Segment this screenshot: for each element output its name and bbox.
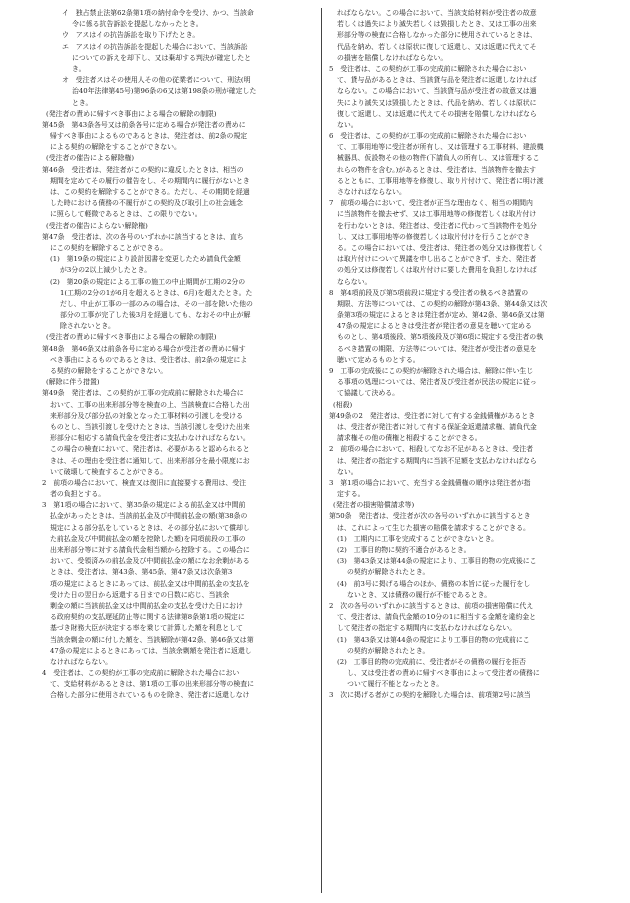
- text-line: (解除に伴う措置): [46, 378, 100, 387]
- text-line: (受注者の責めに帰すべき事由による場合の解除の制限): [46, 333, 217, 342]
- text-line: ればならない。この場合において、当該支給材料が受注者の故意: [337, 9, 537, 17]
- text-line: きは、その理由を受注者に通知して、出来形部分を最小限度にお: [50, 456, 250, 465]
- text-line: 項の規定によるときにあっては、前払金又は中間前払金の支払を: [50, 579, 250, 588]
- text-line: に照らして軽微であるときは、この限りでない。: [50, 210, 202, 219]
- right-column: [329, 8, 601, 702]
- text-line: て、受注者は、請負代金額の10分の1に相当する金額を違約金と: [337, 613, 537, 622]
- text-line: る事項の処理については、発注者及び受注者が民法の規定に従っ: [337, 378, 537, 387]
- text-line: ものとし、第4項後段、第5項後段及び第6項に規定する受注者の執: [337, 333, 544, 342]
- text-line: 受けた日の翌日から返還する日までの日数に応じ、当該余: [50, 590, 230, 599]
- text-line: る。この場合においては、受注者は、発注者の処分又は修復若しく: [337, 243, 544, 252]
- text-line: エ アスはイの抗告訴訟を提起した場合において、当該訴訟: [62, 42, 248, 51]
- text-line: て協議して決める。: [337, 389, 400, 398]
- text-line: なければならない。: [50, 657, 113, 666]
- text-line: 7 前項の場合において、受注者が正当な理由なく、相当の期間内: [329, 199, 533, 208]
- left-column: [42, 8, 314, 702]
- text-line: 47条の規定によるときは受注者が発注者の意見を聴いて定める: [337, 322, 532, 331]
- text-line: 6 受注者は、この契約が工事の完成前に解除された場合におい: [329, 132, 527, 141]
- text-line: 第48条 第46条又は前条各号に定める場合が受注者の責めに帰す: [42, 344, 246, 353]
- text-line: 者の負担とする。: [50, 490, 106, 499]
- text-line: ならない。この場合において、当該貸与品が受注者の故意又は過: [337, 87, 537, 96]
- text-line: 8 第4項前段及び第5項前段に規定する受注者の執るべき措置の: [329, 288, 529, 297]
- text-line: だし、中止が工事の一部のみの場合は、その一部を除いた他の: [60, 299, 253, 308]
- text-line: き。: [72, 64, 86, 73]
- text-line: れらの物件を含む。)があるときは、受注者は、当該物件を撤去す: [337, 165, 537, 174]
- text-line: 2 前項の場合において、検査又は復旧に直接要する費用は、受注: [42, 478, 247, 487]
- text-line: 部分の工事が完了した後3月を経過しても、なおその中止が解: [60, 311, 251, 320]
- text-line: 第46条 受注者は、発注者がこの契約に違反したときは、相当の: [42, 165, 244, 174]
- text-line: 当該余剰金の額に付した額を、当該解除が第42条、第46条又は第: [50, 635, 254, 644]
- text-line: 条第3項の規定によるときは発注者が定め、第42条、第46条又は第: [337, 311, 545, 320]
- text-line: るとともに、工事用地等を修復し、取り片付けて、発注者に明け渡: [337, 176, 544, 185]
- text-line: るべき措置の期限、方法等については、発注者が受注者の意見を: [337, 344, 537, 353]
- text-line: おいて、受領済みの前払金及び中間前払金の額になお余剰がある: [50, 557, 250, 566]
- text-line: 来形部分及び部分払の対象となった工事材料の引渡しを受ける: [50, 411, 243, 420]
- text-line: (2) 第20条の規定による工事の施工の中止期間が工期の2分の: [50, 277, 246, 286]
- text-line: (2) 工事目的物の完成前に、受注者がその債務の履行を拒否: [337, 657, 526, 666]
- text-line: ない。: [337, 467, 358, 476]
- text-line: は、この契約を解除することができる。ただし、その期間を経過: [50, 188, 250, 196]
- text-line: 払金があったときは、当該前払金及び中間前払金の額(第38条の: [50, 512, 248, 521]
- text-line: 47条の規定によるときにあっては、当該余剰額を発注者に返還し: [50, 646, 252, 655]
- text-line: は、受注者が発注者に対して有する保証金返還請求権、請負代金: [337, 422, 537, 431]
- text-line: 若しくは過失により滅失若しくは毀損したとき、又は工事の出来: [337, 20, 537, 29]
- text-line: (発注者の損害賠償請求等): [333, 501, 415, 510]
- text-line: は、これによって生じた損害の賠償を請求することができる。: [337, 523, 530, 532]
- text-line: 期限、方法等については、この契約の解除が第43条、第44条又は次: [337, 299, 548, 308]
- text-line: 第45条 第43条各号又は前条各号に定める場合が発注者の責めに: [42, 120, 246, 129]
- text-line: 第47条 受注者は、次の各号のいずれかに該当するときは、直ち: [42, 232, 244, 241]
- text-line: 請求権その他の債権と相殺することができる。: [337, 434, 482, 443]
- text-line: 9 工事の完成後にこの契約が解除された場合は、解除に伴い生じ: [329, 367, 534, 375]
- text-line: べき事由によるものであるときは、受注者は、前2条の規定によ: [50, 355, 248, 364]
- text-line: 失により滅失又は毀損したときは、代品を納め、若しくは原状に: [337, 98, 537, 107]
- text-line: 聴いて定めるものとする。: [337, 355, 420, 364]
- text-line: 2 前項の場合において、相殺してなお不足があるときは、受注者: [329, 445, 534, 454]
- text-line: 第50条 発注者は、受注者が次の各号のいずれかに該当するとき: [329, 512, 531, 521]
- text-line: は取片付けについて異議を申し出ることができず、また、発注者: [337, 255, 537, 264]
- text-line: 第49条の2 発注者は、受注者に対して有する金銭債権があるとき: [329, 411, 536, 420]
- text-line: る政府契約の支払遅延防止等に関する法律第8条第1項の規定に: [50, 613, 245, 622]
- text-line: ときは、受注者は、第43条、第45条、第47条又は次条第3: [50, 568, 233, 577]
- text-line: は、発注者の指定する期間内に当該不足額を支払わなければなら: [337, 456, 537, 465]
- text-line: 3 第1項の場合において、第35条の規定による前払金又は中間前: [42, 501, 246, 510]
- text-line: オ 受注者スはその使用人その他の従業者について、刑法(明: [62, 76, 251, 85]
- text-line: にこの契約を解除することができる。: [50, 243, 168, 252]
- text-line: の契約が解除されたとき。: [347, 646, 430, 655]
- text-line: (相殺): [333, 400, 353, 409]
- text-line: (発注者の責めに帰すべき事由による場合の解除の制限): [46, 109, 217, 118]
- text-line: 定する。: [337, 490, 365, 499]
- text-line: についての訴えを却下し、又は棄却する判決が確定したと: [72, 53, 252, 62]
- text-line: が3分の2以上減少したとき。: [60, 266, 152, 275]
- text-line: おいて、工事の出来形部分等を検査の上、当該検査に合格した出: [50, 400, 250, 409]
- text-line: 2 次の各号のいずれかに該当するときは、前項の損害賠償に代え: [329, 601, 534, 610]
- text-line: 除されないとき。: [60, 322, 115, 331]
- text-line: (受注者の催告による解除権): [46, 154, 135, 163]
- text-line: ないとき、又は債務の履行が不能であるとき。: [347, 590, 492, 599]
- text-line: した時における債務の不履行がこの契約及び取引上の社会通念: [50, 199, 243, 208]
- text-line: 形部分に相応する請負代金を受注者に支払わなければならない。: [50, 434, 250, 443]
- text-line: 5 受注者は、この契約が工事の完成前に解除された場合におい: [329, 64, 527, 73]
- text-line: この場合の検査において、発注者は、必要があると認められると: [50, 445, 250, 454]
- text-line: て、工事用地等に受注者が所有し、又は管理する工事材料、建設機: [337, 143, 544, 152]
- text-line: 剰金の額に当該前払金又は中間前払金の支払を受けた日におけ: [50, 601, 243, 610]
- text-line: ない。: [337, 120, 358, 129]
- text-line: 復して返還し、又は返還に代えてその損害を賠償しなければなら: [337, 109, 537, 118]
- text-line: の処分又は修復若しくは取片付けに要した費用を負担しなければ: [337, 266, 537, 275]
- text-line: (4) 前3号に掲げる場合のほか、債務の本旨に従った履行をし: [337, 579, 531, 588]
- text-line: とき。: [72, 98, 93, 107]
- text-line: いて破壊して検査することができる。: [50, 467, 168, 476]
- text-line: る契約の解除をすることができない。: [50, 367, 168, 375]
- text-line: た前払金及び中間前払金の額を控除した額)を同項前段の工事の: [50, 534, 246, 543]
- text-line: 1(工期の2分の1が6月を超えるときは、6月)を超えたとき。た: [60, 288, 253, 297]
- text-line: 規定による部分払をしているときは、その部分払において償却し: [50, 523, 250, 532]
- text-line: (2) 工事目的物に契約不適合があるとき。: [337, 546, 471, 554]
- text-line: 期間を定めてその履行の催告をし、その期間内に履行がないとき: [50, 176, 250, 185]
- text-line: 4 受注者は、この契約が工事の完成前に解除された場合におい: [42, 669, 240, 678]
- text-line: 3 次に掲げる者がこの契約を解除した場合は、前項第2号に該当: [329, 691, 531, 700]
- text-line: 治40年法律第45号)第96条の6又は第198条の刑が確定した: [72, 87, 257, 96]
- text-line: 3 第1項の場合において、充当する金銭債権の順序は発注者が指: [329, 478, 531, 487]
- text-line: 械器具、仮設物その他の物件(下請負人の所有し、又は管理するこ: [337, 154, 540, 163]
- text-line: し、又は受注者の責めに帰すべき事由によって受注者の債務に: [347, 669, 540, 678]
- text-line: (3) 第43条又は第44条の規定により、工事目的物の完成後にこ: [337, 557, 537, 566]
- text-line: 第49条 発注者は、この契約が工事の完成前に解除された場合に: [42, 389, 244, 398]
- text-line: さなければならない。: [337, 188, 406, 196]
- text-line: し、又は工事用地等の修復若しくは取片付けを行うことができ: [337, 232, 530, 241]
- text-line: 帰すべき事由によるものであるときは、発注者は、前2条の規定: [50, 132, 248, 141]
- text-line: て、支給材料があるときは、第1項の工事の出来形部分等の検査に: [50, 680, 255, 689]
- text-line: 出来形部分等に対する請負代金相当額から控除する。この場合に: [50, 546, 250, 554]
- text-line: 合格した部分に使用されているものを除き、発注者に返還しなけ: [50, 691, 250, 700]
- column-divider: [321, 8, 322, 893]
- text-line: の契約が解除されたとき。: [347, 568, 430, 577]
- text-line: による契約の解除をすることができない。: [50, 143, 181, 152]
- text-line: に当該物件を撤去せず、又は工事用地等の修復若しくは取片付け: [337, 210, 537, 219]
- text-line: (受注者の催告によらない解除権): [46, 221, 148, 230]
- text-line: の損害を賠償しなければならない。: [337, 53, 448, 62]
- text-line: ついて履行不能となったとき。: [347, 680, 444, 689]
- text-line: (1) 第19条の規定により設計図書を変更したため請負代金額: [50, 255, 241, 264]
- text-line: (1) 工期内に工事を完成することができないとき。: [337, 534, 499, 543]
- text-line: 令に係る抗告訴訟を提起しなかったとき。: [72, 20, 203, 29]
- text-line: 代品を納め、若しくは原状に復して返還し、又は返還に代えてそ: [337, 42, 537, 51]
- text-line: (1) 第43条又は第44条の規定により工事目的物の完成前にこ: [337, 635, 530, 644]
- text-line: ウ アスはイの抗告訴訟を取り下げたとき。: [62, 31, 200, 40]
- text-line: 基づき財務大臣が決定する率を乗じて計算した額を利息として: [50, 624, 243, 633]
- text-line: イ 独占禁止法第62条第1項の納付命令を受け、かつ、当該命: [62, 9, 254, 17]
- text-line: ならない。: [337, 277, 372, 286]
- text-line: を行わないときは、発注者は、受注者に代わって当該物件を処分: [337, 221, 537, 230]
- text-line: して発注者の指定する期間内に支払わなければならない。: [337, 624, 517, 633]
- text-line: 形部分等の検査に合格しなかった部分に使用されているときは、: [337, 31, 537, 40]
- text-line: て、貸与品があるときは、当該貸与品を発注者に返還しなければ: [337, 76, 537, 85]
- text-line: ものとし、当該引渡しを受けたときは、当該引渡しを受けた出来: [50, 422, 250, 431]
